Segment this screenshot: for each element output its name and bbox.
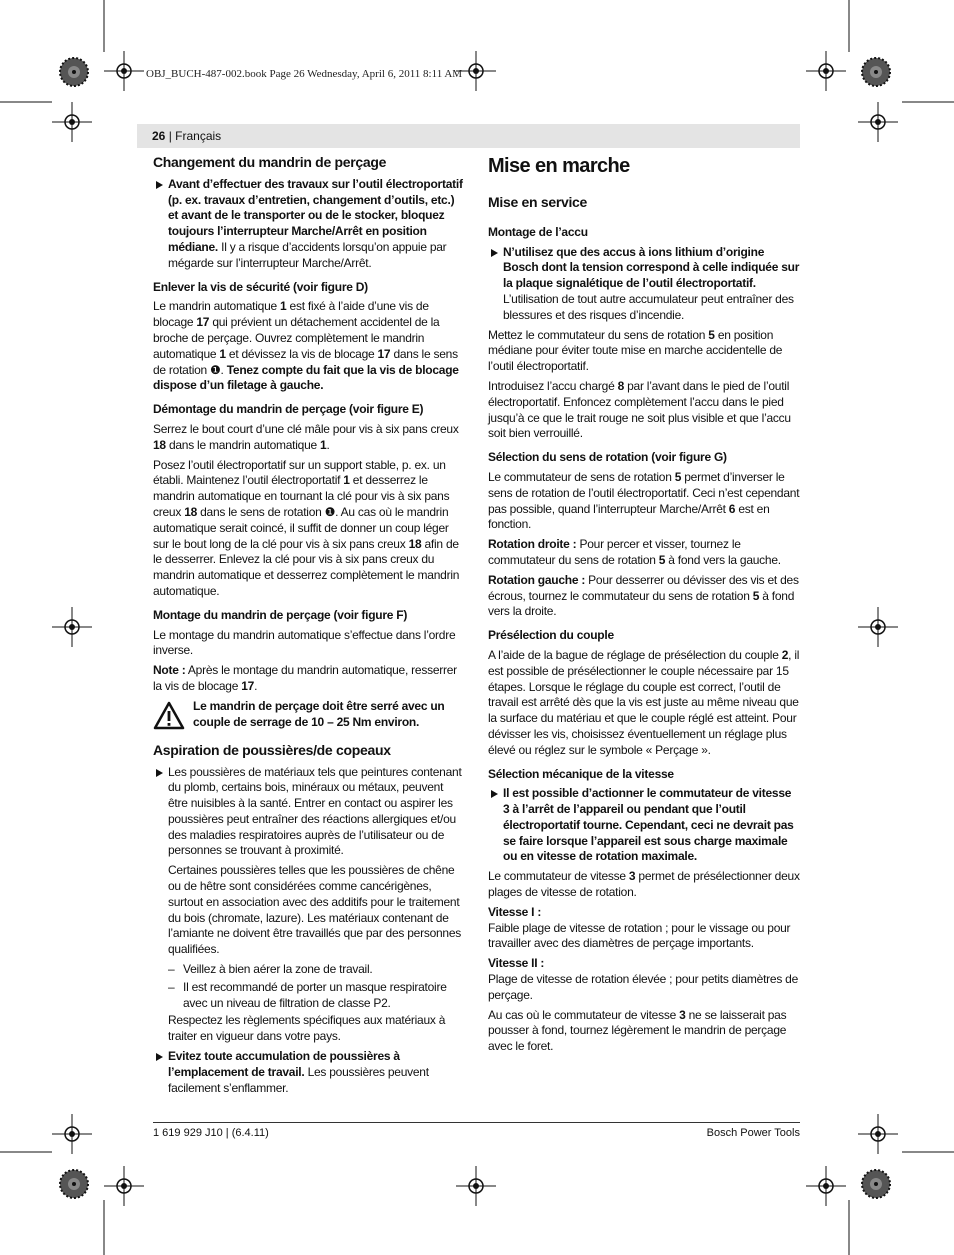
paragraph: Au cas où le commutateur de vitesse 3 ne se laisserait pas pousser à fond, tournez légèrement le mandrin de perçage avec le foret.	[488, 1007, 787, 1054]
paragraph: Le mandrin automatique 1 est fixé à l’aide d’une vis de blocage 17 qui prévient un détachement accidentel de la broche de perçage. Ouvrez complètement le mandrin automatique 1 et dévissez la vis de blocage 17 dans le sens de rotation ❶. Tenez compte du fait que la vis de blocage dispose d’un filetage à gauche.	[153, 299, 459, 393]
paragraph: Le commutateur de vitesse 3 permet de présélectionner deux plages de vitesse de rotation.	[488, 869, 800, 900]
paragraph: Rotation droite : Pour percer et visser, tournez le commutateur du sens de rotation 5 à fond vers la gauche.	[488, 537, 781, 567]
subsection-title: Présélection du couple	[488, 628, 614, 643]
page-number: 26	[152, 129, 166, 143]
section-title: Mise en service	[488, 194, 588, 210]
right-column	[488, 155, 800, 1059]
bullet-item: N’utilisez que des accus à ions lithium d’origine Bosch dont la tension correspond à celle indiquée sur la plaque signalétique de l’outil électroportatif. L’utilisation de tout autre accumulateur peut entraîner des blessures et des risques d’incendie.	[488, 245, 800, 324]
paragraph: Vitesse II :	[488, 956, 545, 971]
section-title: Changement du mandrin de perçage	[153, 154, 387, 170]
paragraph: Vitesse I :	[488, 904, 542, 919]
paragraph: Mettez le commutateur du sens de rotation 5 en position médiane pour éviter toute mise en marche accidentelle de l’outil électroportatif.	[488, 327, 783, 374]
paragraph: Faible plage de vitesse de rotation ; pour le vissage ou pour travailler avec des diamètres de perçage importants.	[488, 920, 791, 951]
footer-rule	[153, 1122, 800, 1123]
paragraph: Plage de vitesse de rotation élevée ; pour petits diamètres de perçage.	[488, 972, 799, 1002]
subsection-title: Montage de l’accu	[488, 224, 588, 239]
bullet-triangle-icon	[491, 249, 498, 257]
paragraph: A l’aide de la bague de réglage de présélection du couple 2, il est possible de présélectionner le couple nécessaire par 15 étapes. Lorsque le réglage du couple est correct, l’outil de travail est arrêté dès que la vis est juste au même niveau que la surface du matériau et que le couple réglé est atteint. Pour dévisser les vis, choisissez éventuellement un réglage plus élevé ou réglez sur le symbole « Perçage ».	[488, 647, 800, 757]
footer-brand: Bosch Power Tools	[706, 1127, 800, 1139]
section-name: Français	[175, 129, 222, 143]
paragraph: Certaines poussières telles que les poussières de chêne ou de hêtre sont considérées comme cancérigènes, surtout en association avec des additifs pour le traitement du bois (chromate, lazure). Les matériaux contenant de l’amiante ne doivent être travaillés que par des personnes qualifiées.	[168, 863, 462, 957]
printer-line: OBJ_BUCH-487-002.book Page 26 Wednesday, April 6, 2011 8:11 AM	[146, 68, 463, 80]
dash-item: – Il est recommandé de porter un masque respiratoire avec un niveau de filtration de classe P2.	[168, 979, 447, 1010]
bullet-triangle-icon	[156, 769, 163, 777]
header-bar	[137, 124, 800, 148]
paragraph: Posez l’outil électroportatif sur un support stable, p. ex. un établi. Maintenez l’outil électroportatif 1 et desserrez le mandrin automatique en tournant la clé pour vis à six pans creux 18 dans le sens de rotation ❶. Au cas où le mandrin automatique serait coincé, il suffit de donner un coup léger sur le bout long de la clé pour vis à six pans creux 18 afin de le desserrer. Enlevez la clé pour vis à six pans creux du mandrin automatique et desserrez complètement le mandrin automatique.	[153, 457, 460, 598]
note: Note : Après le montage du mandrin automatique, resserrer la vis de blocage 17.	[153, 663, 457, 693]
chapter-title: Mise en marche	[488, 155, 630, 177]
paragraph: Introduisez l’accu chargé 8 par l’avant dans le pied de l’outil électroportatif. Enfoncez complètement l’accu dans le pied jusqu’à ce que le trait rouge ne soit plus visible et que l’accu soit bien verrouillé.	[488, 378, 791, 441]
paragraph: Rotation gauche : Pour desserrer ou dévisser des vis et des écrous, tournez le commutateur du sens de rotation 5 à fond vers la droite.	[488, 572, 799, 619]
warning-box: Le mandrin de perçage doit être serré avec un couple de serrage de 10 – 25 Nm environ.	[153, 699, 465, 733]
subsection-title: Montage du mandrin de perçage (voir figure F)	[153, 607, 408, 622]
paragraph: Le commutateur de sens de rotation 5 permet d’inverser le sens de rotation de l’outil électroportatif. Ceci n’est cependant pas possible, quand l’interrupteur Marche/Arrêt 6 est en fonction.	[488, 469, 800, 532]
bullet-item: Evitez toute accumulation de poussières à l’emplacement de travail. Les poussières peuvent facilement s’enflammer.	[153, 1049, 465, 1096]
bullet-item: Il est possible d’actionner le commutateur de vitesse 3 à l’arrêt de l’appareil ou pendant que l’outil électroportatif tourne. Cependant, ceci ne devrait pas se faire lorsque l’appareil est sous charge maximale ou en vitesse de rotation maximale.	[488, 786, 800, 865]
section-title: Aspiration de poussières/de copeaux	[153, 741, 391, 758]
subsection-title: Enlever la vis de sécurité (voir figure D)	[153, 279, 368, 294]
paragraph: Serrez le bout court d’une clé mâle pour vis à six pans creux 18 dans le mandrin automatique 1.	[153, 421, 459, 452]
bullet-triangle-icon	[491, 790, 498, 798]
paragraph: Le montage du mandrin automatique s’effectue dans l’ordre inverse.	[153, 627, 456, 658]
bullet-triangle-icon	[156, 1053, 163, 1061]
bullet-triangle-icon	[156, 181, 163, 189]
left-column	[153, 155, 465, 1100]
footer-doc-number: 1 619 929 J10 | (6.4.11)	[153, 1127, 269, 1139]
subsection-title: Sélection du sens de rotation (voir figure G)	[488, 450, 727, 465]
bullet-item: Avant d’effectuer des travaux sur l’outil électroportatif (p. ex. travaux d’entretien, changement d’outils, etc.) et avant de le transporter ou de le stocker, bloquez toujours l’interrupteur Marche/Arrêt en position médiane. Il y a risque d’accidents lorsqu’on appuie par mégarde sur l’interrupteur Marche/Arrêt.	[153, 177, 465, 272]
dash-item: – Veillez à bien aérer la zone de travail.	[168, 962, 373, 977]
page-header: 26 | Français	[152, 129, 222, 143]
paragraph: Respectez les règlements spécifiques aux matériaux à traiter en vigueur dans votre pays.	[168, 1013, 446, 1044]
bullet-item: Les poussières de matériaux tels que peintures contenant du plomb, certains bois, minéraux ou métaux, peuvent être nuisibles à la santé. Entrer en contact ou aspirer les poussières peut entraîner des réactions allergiques et/ou des maladies respiratoires auprès de l’utilisateur ou de personnes se trouvant à proximité.	[153, 765, 465, 860]
subsection-title: Démontage du mandrin de perçage (voir figure E)	[153, 402, 424, 417]
warning-triangle-icon	[153, 701, 185, 730]
subsection-title: Sélection mécanique de la vitesse	[488, 766, 674, 781]
